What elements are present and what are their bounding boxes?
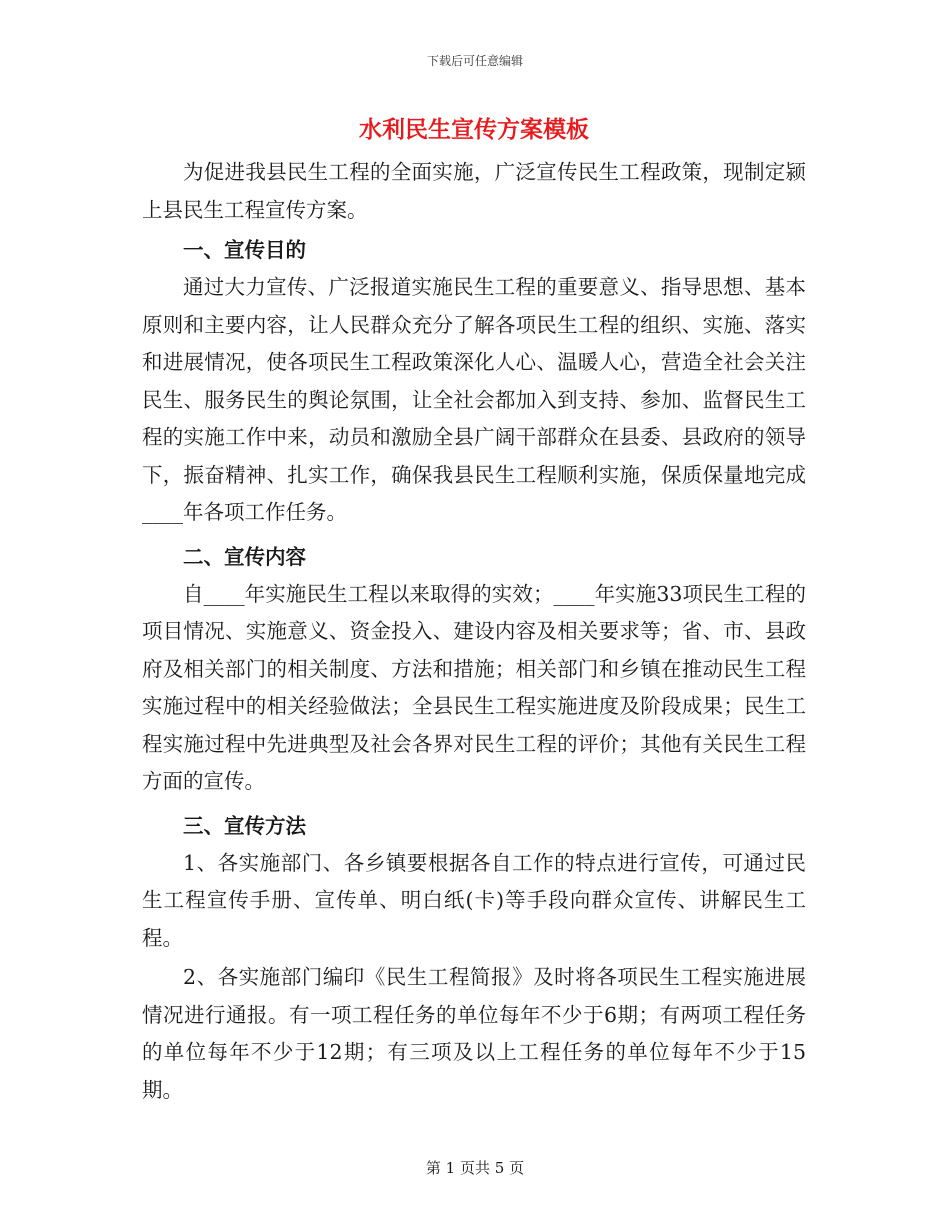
section-paragraph-content: 自____年实施民生工程以来取得的实效；____年实施33项民生工程的项目情况、实施意义、资金投入、建设内容及相关要求等；省、市、县政府及相关部门的相关制度、方法和措施；相关部门和乡镇在推动民生工程实施过程中的相关经验做法；全县民生工程实施进度及阶段成果；民生工程实施过程中先进典型及社会各界对民生工程的评价；其他有关民生工程方面的宣传。 — [142, 581, 806, 793]
section-paragraph-purpose: 通过大力宣传、广泛报道实施民生工程的重要意义、指导思想、基本原则和主要内容，让人民群众充分了解各项民生工程的组织、实施、落实和进展情况，使各项民生工程政策深化人心、温暖人心，营造全社会关注民生、服务民生的舆论氛围，让全社会都加入到支持、参加、监督民生工程的实施工作中来，动员和激励全县广阔干部群众在县委、县政府的领导下，振奋精神、扎实工作，确保我县民生工程顺利实施，保质保量地完成____年各项工作任务。 — [142, 275, 806, 524]
section-heading-method: 三、宣传方法 — [183, 813, 306, 838]
section-heading-purpose: 一、宣传目的 — [183, 238, 306, 262]
method-paragraph-2: 2、各实施部门编印《民生工程简报》及时将各项民生工程实施进展情况进行通报。有一项工程任务的单位每年不少于6期；有两项工程任务的单位每年不少于12期；有三项及以上工程任务的单位每年不少于15期。 — [142, 965, 806, 1102]
document-body — [142, 110, 806, 1109]
section-heading-content: 二、宣传内容 — [183, 544, 306, 569]
page-number-indicator: 第 1 页共 5 页 — [425, 1159, 525, 1177]
method-paragraph-1: 1、各实施部门、各乡镇要根据各自工作的特点进行宣传，可通过民生工程宣传手册、宣传单、明白纸(卡)等手段向群众宣传、讲解民生工程。 — [142, 850, 806, 950]
page-header-note: 下载后可任意编辑 — [426, 54, 523, 68]
intro-paragraph: 为促进我县民生工程的全面实施，广泛宣传民生工程政策，现制定颍上县民生工程宣传方案。 — [142, 160, 806, 222]
document-title: 水利民生宣传方案模板 — [359, 116, 589, 143]
